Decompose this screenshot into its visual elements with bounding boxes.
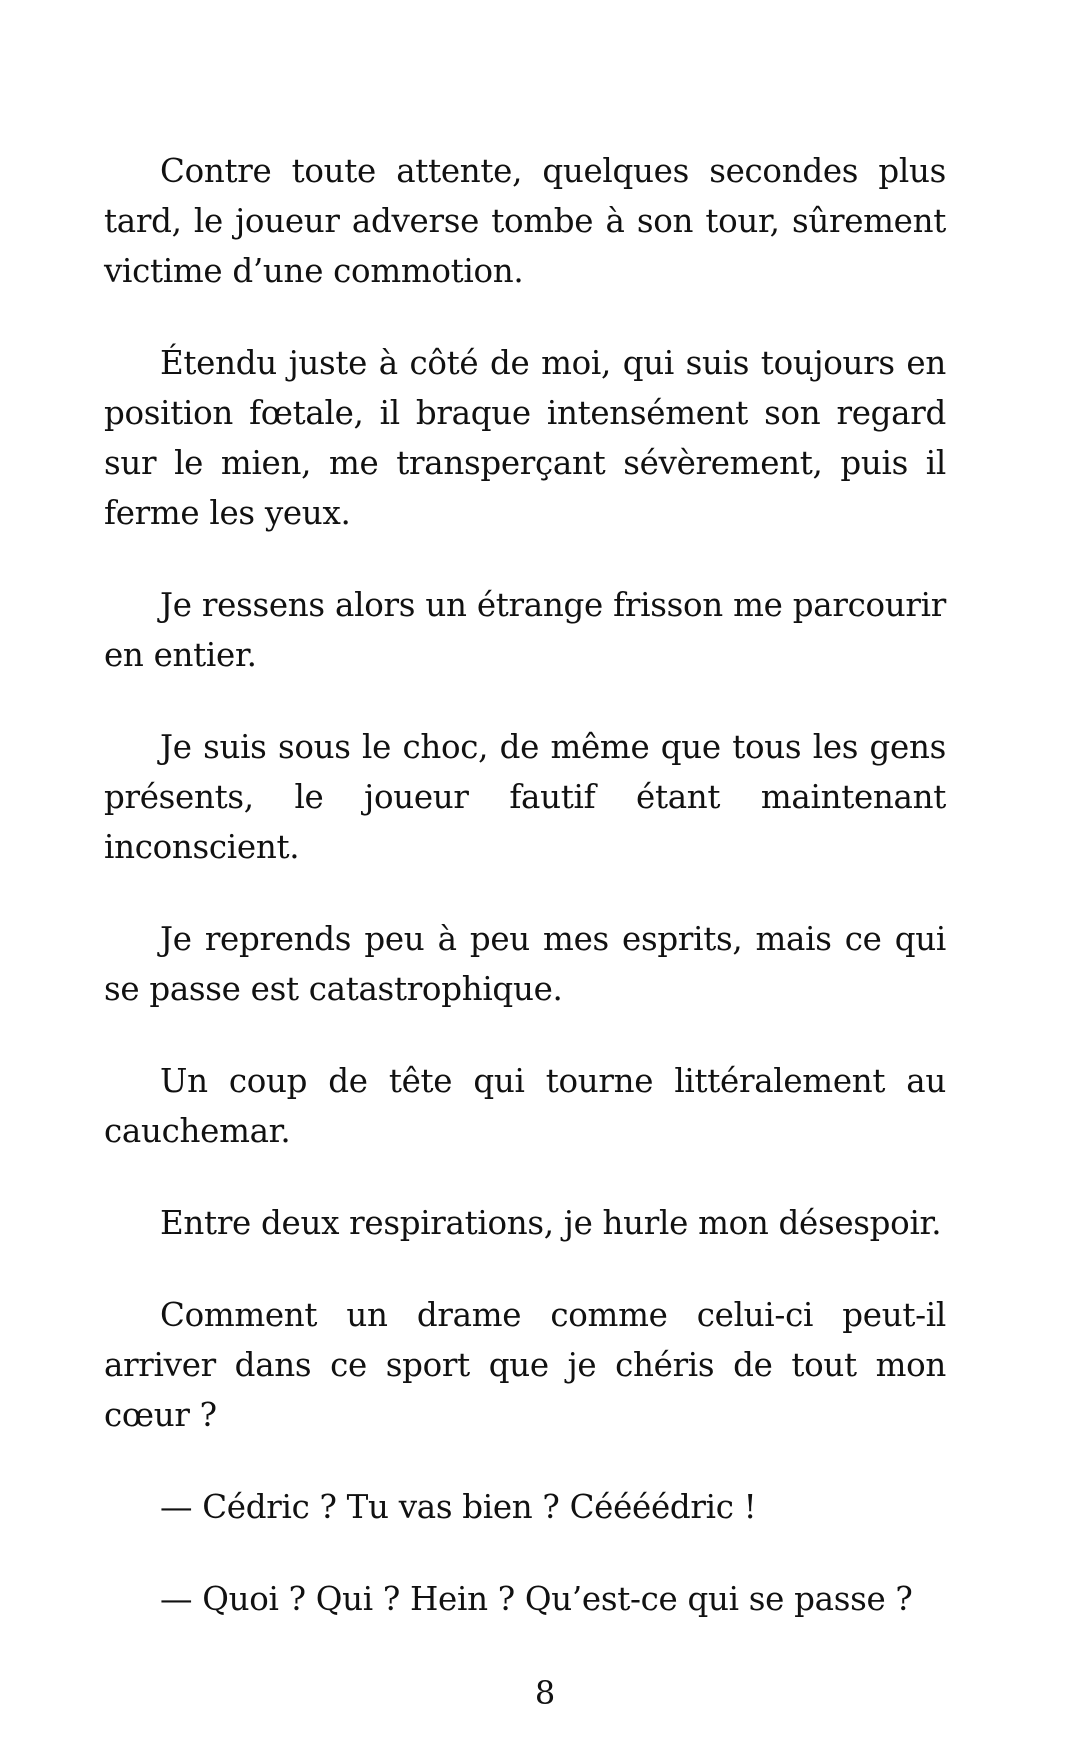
paragraph: Entre deux respirations, je hurle mon désespoir. (160, 1204, 942, 1242)
body-text (104, 146, 946, 1666)
paragraph: Je ressens alors un étrange frisson me parcourir en entier. (104, 586, 946, 674)
paragraph: Étendu juste à côté de moi, qui suis toujours en position fœtale, il braque intensément son regard sur le mien, me transperçant sévèrement, puis il ferme les yeux. (104, 344, 946, 532)
paragraph: Contre toute attente, quelques secondes plus tard, le joueur adverse tombe à son tour, sûrement victime d’une commotion. (104, 152, 946, 290)
paragraph: Je suis sous le choc, de même que tous les gens présents, le joueur fautif étant maintenant inconscient. (104, 728, 946, 866)
paragraph: Comment un drame comme celui-ci peut-il arriver dans ce sport que je chéris de tout mon cœur ? (104, 1296, 946, 1434)
paragraph: Un coup de tête qui tourne littéralement au cauchemar. (104, 1062, 946, 1150)
page-number: 8 (534, 1674, 556, 1712)
paragraph: Je reprends peu à peu mes esprits, mais ce qui se passe est catastrophique. (104, 920, 946, 1008)
dialogue-line: — Quoi ? Qui ? Hein ? Qu’est-ce qui se passe ? (160, 1580, 913, 1618)
dialogue-line: — Cédric ? Tu vas bien ? Céééédric ! (160, 1488, 757, 1526)
